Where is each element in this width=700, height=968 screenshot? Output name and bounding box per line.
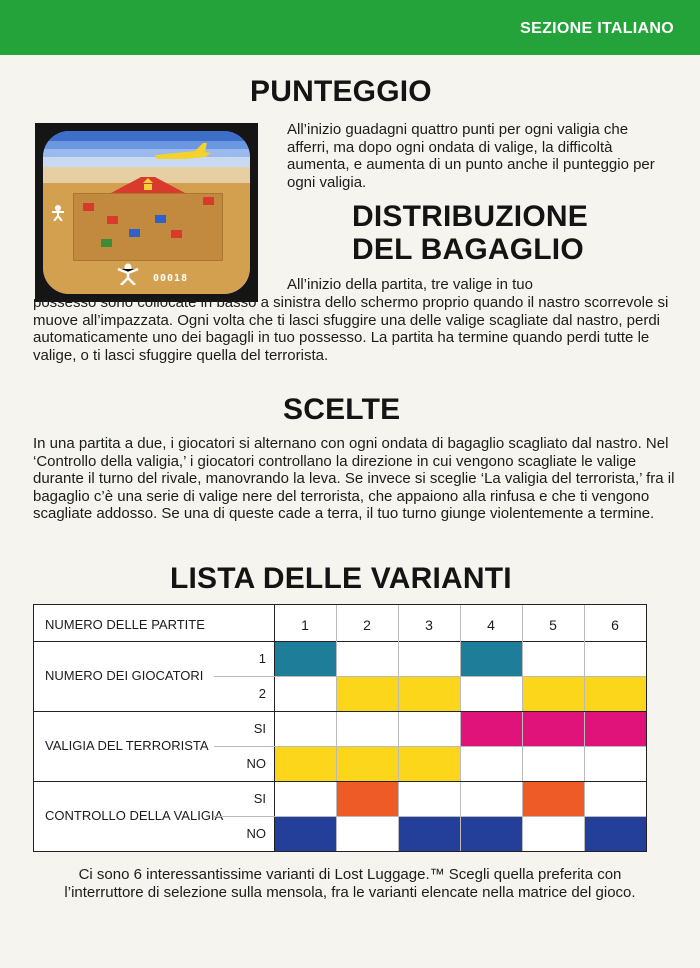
punteggio-text: All’inizio guadagni quattro punti per ogni valigia che afferri, ma dopo ogni ondata di valige, la difficoltà aumenta, e aumenta di un punto anche il punteggio per ogni valigia. — [287, 121, 655, 191]
matrix-cell-magenta — [523, 712, 584, 746]
matrix-row-label: CONTROLLO DELLA VALIGIA — [45, 808, 224, 823]
heading-distribuzione — [352, 200, 588, 266]
matrix-cell-yellow — [523, 677, 584, 711]
spaceship-icon — [111, 175, 185, 195]
matrix-option-label: SI — [253, 721, 266, 736]
airplane-icon — [155, 143, 211, 165]
matrix-cell-magenta — [461, 712, 522, 746]
footer-note: Ci sono 6 interessantissime varianti di Lost Luggage.™ Scegli quella preferita con l’interruttore di selezione sulla mensola, fra le varianti elencate nella matrice del gioco. — [64, 866, 636, 901]
player-figure-icon — [51, 205, 65, 221]
matrix-cell-orange — [523, 782, 584, 816]
matrix-cell-yellow — [337, 747, 398, 781]
matrix-cell-yellow — [399, 747, 460, 781]
matrix-cell-orange — [337, 782, 398, 816]
matrix-cell-blue — [399, 817, 460, 851]
game-screen — [43, 131, 250, 294]
matrix-option-label: SI — [253, 791, 266, 806]
matrix-cell-magenta — [585, 712, 646, 746]
matrix-cell-blue — [585, 817, 646, 851]
game-number-6: 6 — [611, 617, 619, 633]
matrix-row-label: VALIGIA DEL TERRORISTA — [45, 738, 209, 753]
heading-punteggio: PUNTEGGIO — [250, 75, 432, 108]
heading-distribuzione-line1: DISTRIBUZIONE — [352, 200, 588, 233]
variants-matrix — [33, 604, 647, 852]
game-score: 00018 — [153, 273, 189, 284]
matrix-cell-teal — [461, 642, 522, 676]
matrix-option-label: 2 — [258, 686, 266, 701]
matrix-cell-yellow — [275, 747, 336, 781]
game-number-5: 5 — [549, 617, 557, 633]
heading-scelte: SCELTE — [283, 393, 401, 426]
scelte-text: In una partita a due, i giocatori si alternano con ogni ondata di bagaglio scagliato dal nastro. Nel ‘Controllo della valigia,’ i giocatori controllano la direzione in cui vengono scagliate le valige durante il turno del rivale, manovrando la leva. Se invece si sceglie ‘La valigia del terrorista,’ fra il bagaglio c’è una serie di valige nere del terrorista, che appaiono alla rinfusa e che ti vengono scagliate addosso. Se una di queste cade a terra, il tuo turno giunge violentemente a termine. — [33, 435, 675, 522]
game-number-1: 1 — [301, 617, 309, 633]
heading-distribuzione-line2: DEL BAGAGLIO — [352, 233, 584, 266]
game-number-2: 2 — [363, 617, 371, 633]
distribuzione-text-start: All’inizio della partita, tre valige in tuo — [287, 276, 533, 293]
matrix-cell-blue — [461, 817, 522, 851]
matrix-cell-yellow — [585, 677, 646, 711]
matrix-cell-teal — [275, 642, 336, 676]
matrix-row-label: NUMERO DEI GIOCATORI — [45, 668, 204, 683]
game-screenshot — [35, 123, 258, 302]
heading-lista-varianti: LISTA DELLE VARIANTI — [170, 562, 512, 595]
game-number-4: 4 — [487, 617, 495, 633]
header-bar — [0, 0, 700, 55]
game-number-3: 3 — [425, 617, 433, 633]
distribuzione-text: possesso sono collocate in basso a sinistra dello schermo proprio quando il nastro scorrevole si muove all’impazzata. Ogni volta che ti lasci sfuggire una delle valige scagliate dal nastro, perdi automaticamente uno dei bagagli in tuo possesso. La partita ha termine quando perdi tutte le valige, o ti lasci sfuggire quella del terrorista. — [33, 294, 669, 364]
matrix-cell-yellow — [337, 677, 398, 711]
matrix-option-label: 1 — [258, 651, 266, 666]
matrix-header-label: NUMERO DELLE PARTITE — [45, 617, 205, 632]
matrix-cell-blue — [275, 817, 336, 851]
matrix-option-label: NO — [246, 826, 266, 841]
matrix-cell-yellow — [399, 677, 460, 711]
section-tab: SEZIONE ITALIANO — [520, 20, 674, 37]
matrix-option-label: NO — [246, 756, 266, 771]
runner-figure-icon — [117, 263, 139, 285]
